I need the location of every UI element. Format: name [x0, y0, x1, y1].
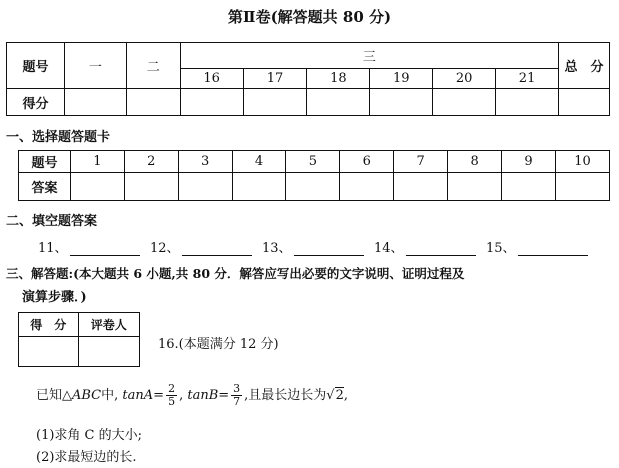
score-table-number-label: 题号 [7, 43, 65, 89]
fill-blank-13[interactable] [262, 237, 364, 256]
choice-number: 8 [448, 151, 502, 173]
choice-answer-cell[interactable] [448, 173, 502, 201]
question16-statement: 已知△ABC中, tanA= $\frac{2}{5}$ , tanB= $\frac{3}{7}$ ,且最长边长为√2, [36, 382, 349, 408]
q16-tail: ,且最长边长为 [244, 388, 327, 403]
q16-mid: 中, [101, 388, 119, 403]
score-cell[interactable] [64, 89, 126, 116]
choice-number: 7 [394, 151, 448, 173]
score-table-sub-col: 20 [433, 69, 496, 89]
grader-name-cell[interactable] [78, 337, 139, 367]
choice-number: 3 [178, 151, 232, 173]
choice-answer-cell[interactable] [286, 173, 340, 201]
section2-heading: 二、填空题答案 [6, 214, 98, 229]
score-table [6, 42, 610, 116]
fill-blank-label: 15、 [486, 241, 516, 256]
fill-blank-label: 14、 [374, 241, 404, 256]
choice-number-label: 题号 [19, 151, 71, 173]
question16-title: 16.(本题满分 12 分) [158, 337, 279, 352]
q16-tanA-den: 5 [168, 395, 176, 408]
score-table-total: 总 分 [559, 43, 610, 89]
q16-end: , [343, 388, 349, 403]
fill-blank-11[interactable] [38, 237, 140, 256]
choice-number: 5 [286, 151, 340, 173]
score-cell[interactable] [126, 89, 180, 116]
page-title: 第Ⅱ卷(解答题共 80 分) [227, 8, 392, 26]
grader-score-label: 得 分 [19, 313, 79, 337]
q16-tanB-den: 7 [233, 395, 241, 408]
fill-blank-12[interactable] [150, 237, 252, 256]
section1-heading: 一、选择题答题卡 [6, 130, 111, 145]
choice-answer-cell[interactable] [232, 173, 286, 201]
choice-answer-cell[interactable] [394, 173, 448, 201]
score-cell[interactable] [243, 89, 307, 116]
choice-number: 2 [124, 151, 178, 173]
q16-tanB-fraction [231, 383, 242, 408]
score-cell[interactable] [559, 89, 610, 116]
choice-answer-cell[interactable] [502, 173, 556, 201]
q16-tanB-label: tanB [187, 388, 219, 403]
score-cell[interactable] [180, 89, 243, 116]
grader-box [18, 312, 140, 367]
q16-tanB-num: 3 [233, 382, 241, 395]
section3-heading-line1: 三、解答题:(本大题共 6 小题,共 80 分．解答应写出必要的文字说明、证明过程及 [6, 266, 465, 281]
choice-answer-table [18, 150, 610, 201]
q16-sqrt-value: 2 [335, 388, 344, 403]
choice-number: 4 [232, 151, 286, 173]
question16-part1: (1)求角 C 的大小; [36, 428, 143, 443]
choice-answer-cell[interactable] [70, 173, 124, 201]
grader-name-label: 评卷人 [78, 313, 139, 337]
fill-blank-label: 12、 [150, 241, 180, 256]
q16-intro: 已知△ [36, 388, 72, 403]
q16-triangle: ABC [72, 388, 102, 403]
section3-heading-line2: 演算步骤．) [22, 290, 87, 305]
score-cell[interactable] [496, 89, 559, 116]
score-table-sub-col: 18 [307, 69, 370, 89]
choice-number: 1 [70, 151, 124, 173]
score-table-col-one: 一 [64, 43, 126, 89]
grader-score-cell[interactable] [19, 337, 79, 367]
score-cell[interactable] [433, 89, 496, 116]
score-table-score-label: 得分 [7, 89, 65, 116]
q16-tanA-num: 2 [168, 382, 176, 395]
fill-blank-label: 13、 [262, 241, 292, 256]
choice-answer-label: 答案 [19, 173, 71, 201]
q16-tanA-label: tanA [122, 388, 154, 403]
score-table-sub-col: 17 [243, 69, 307, 89]
q16-tanA-fraction [166, 383, 177, 408]
score-cell[interactable] [370, 89, 433, 116]
choice-answer-cell[interactable] [340, 173, 394, 201]
score-table-sub-col: 21 [496, 69, 559, 89]
choice-answer-cell[interactable] [124, 173, 178, 201]
fill-blank-14[interactable] [374, 237, 476, 256]
score-table-col-three: 三 [180, 43, 558, 69]
choice-number: 6 [340, 151, 394, 173]
score-table-sub-col: 16 [180, 69, 243, 89]
choice-answer-cell[interactable] [178, 173, 232, 201]
fill-blank-label: 11、 [38, 241, 68, 256]
fill-blank-15[interactable] [486, 237, 588, 256]
score-table-col-two: 二 [126, 43, 180, 89]
choice-answer-cell[interactable] [555, 173, 609, 201]
score-table-sub-col: 19 [370, 69, 433, 89]
choice-number: 10 [555, 151, 609, 173]
choice-number: 9 [502, 151, 556, 173]
score-cell[interactable] [307, 89, 370, 116]
question16-part2: (2)求最短边的长. [36, 450, 137, 465]
